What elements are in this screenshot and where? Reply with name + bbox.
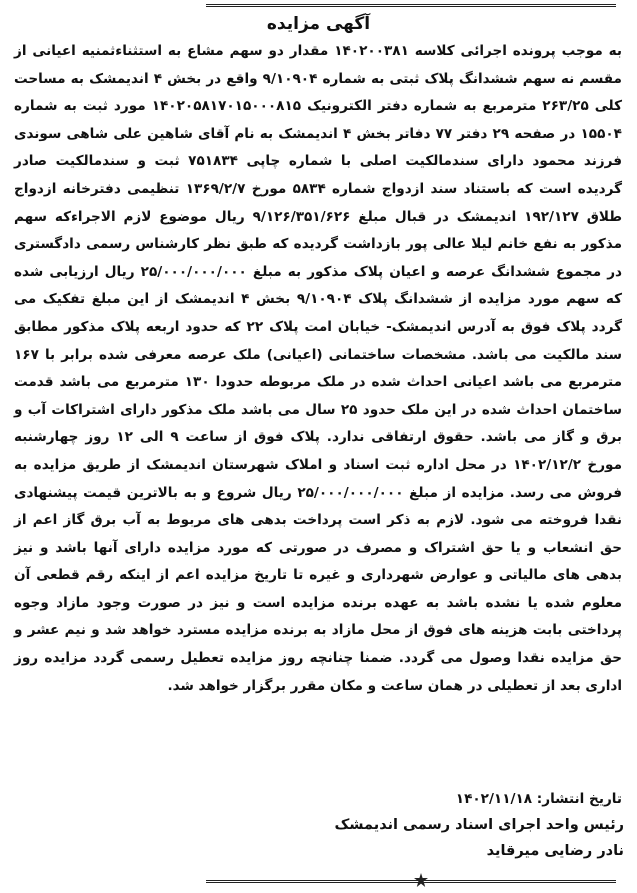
notice-body: به موجب پرونده اجرائی کلاسه ۱۴۰۲۰۰۳۸۱ مقدار دو سهم مشاع به استثناءثمنیه اعیانی از مقسم نه سهم ششدانگ پلاک ثبتی به شماره ۹/۱۰۹۰۴ واقع در بخش ۴ اندیمشک به مساحت کلی ۲۶۳/۲۵ مترمربع به شماره دفتر الکترونیک ۱۴۰۲۰۵۸۱۷۰۱۵۰۰۰۸۱۵ مورد ثبت به شماره ۱۵۵۰۴ در صفحه ۲۹ دفتر ۷۷ دفاتر بخش ۴ اندیمشک به نام آقای شاهین علی شاهی سوندی فرزند محمود دارای سندمالکیت اصلی با شماره چاپی ۷۵۱۸۳۴ ثبت و سندمالکیت صادر گردیده است که باستناد سند ازدواج شماره ۵۸۳۴ مورخ ۱۳۶۹/۲/۷ تنظیمی دفترخانه ازدواج طلاق ۱۹۲/۱۲۷ اندیمشک در قبال مبلغ ۹/۱۲۶/۳۵۱/۶۲۶ ریال موضوع لازم الاجراءکه سهم مذکور به نفع خانم لیلا عالی پور بازداشت گردیده که طبق نظر کارشناس رسمی دادگستری در مجموع ششدانگ عرصه و اعیان پلاک مذکور به مبلغ ۲۵/۰۰۰/۰۰۰/۰۰۰ ریال ارزیابی شده که سهم مورد مزایده از ششدانگ پلاک ۹/۱۰۹۰۴ بخش ۴ اندیمشک از این مبلغ تفکیک می گردد پلاک فوق به آدرس اندیمشک- خیابان امت پلاک ۲۲ که حدود اربعه پلاک مذکور مطابق سند مالکیت می باشد. مشخصات ساختمانی (اعیانی) ملک عرصه معرفی شده برابر با ۱۶۷ مترمربع می باشد اعیانی احداث شده در ملک مربوطه حدودا ۱۳۰ مترمربع می باشد قدمت ساختمان احداث شده در این ملک حدود ۲۵ سال می باشد ملک مذکور دارای اشتراکات آب و برق و گاز می باشد. حقوق ارتفاقی ندارد. پلاک فوق از ساعت ۹ الی ۱۲ روز چهارشنبه مورخ ۱۴۰۲/۱۲/۲ در محل اداره ثبت اسناد و املاک شهرستان اندیمشک از طریق مزایده به فروش می رسد. مزایده از مبلغ ۲۵/۰۰۰/۰۰۰/۰۰۰ ریال شروع و به بالاترین قیمت پیشنهادی نقدا فروخته می شود. لازم به ذکر است پرداخت بدهی های مربوط به آب برق گاز اعم از حق انشعاب و یا حق اشتراک و مصرف در صورتی که مورد مزایده دارای آنها باشد و نیز بدهی های مالیاتی و عوارض شهرداری و غیره تا تاریخ مزایده اعم از اینکه رقم قطعی آن معلوم شده یا نشده باشد به عهده برنده مزایده است و نیز در صورت وجود مازاد وجوه پرداختی بابت هزینه های فوق از محل مازاد به برنده مزایده مسترد خواهد شد و نیم عشر و حق مزایده نقدا وصول می گردد. ضمنا چنانچه روز مزایده تعطیل رسمی گردد مزایده روز اداری بعد از تعطیلی در همان ساعت و مکان مقرر برگزار خواهد شد. bbox=[14, 43, 623, 694]
signatory-name: نادر رضایی میرقاید bbox=[486, 843, 624, 859]
signatory-title: رئیس واحد اجرای اسناد رسمی اندیمشک bbox=[334, 817, 624, 833]
notice-title: آگهی مزایده bbox=[266, 14, 371, 34]
top-double-rule bbox=[206, 4, 616, 7]
star-icon bbox=[414, 873, 428, 887]
bottom-double-rule bbox=[206, 880, 616, 883]
publish-date: تاریخ انتشار: ۱۴۰۲/۱۱/۱۸ bbox=[455, 791, 622, 807]
